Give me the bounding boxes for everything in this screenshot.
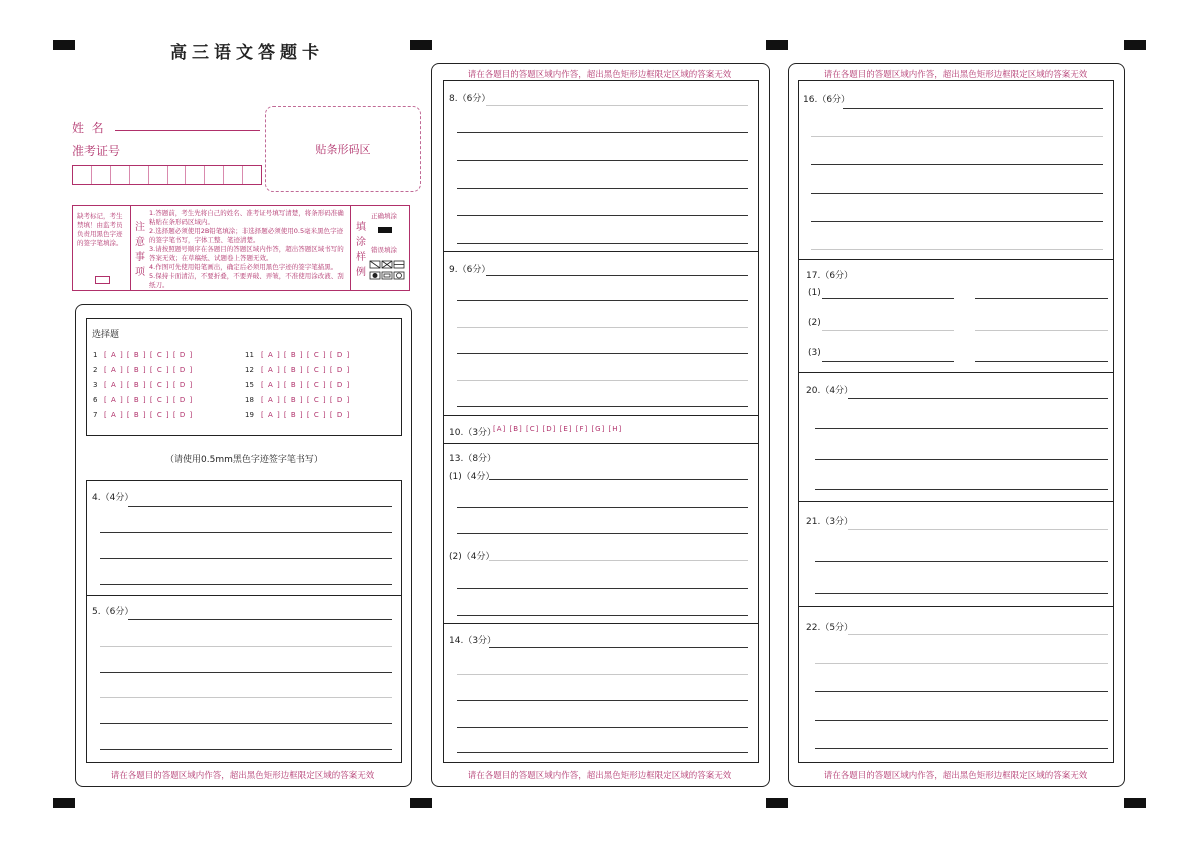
answer-line[interactable]	[975, 298, 1108, 299]
alignment-mark	[1124, 798, 1146, 808]
answer-line[interactable]	[100, 646, 392, 647]
answer-line[interactable]	[815, 720, 1108, 721]
answer-line[interactable]	[815, 593, 1108, 594]
choice-number: 1	[93, 351, 98, 359]
answer-line[interactable]	[457, 507, 748, 508]
choice-number: 11	[245, 351, 254, 359]
answer-line[interactable]	[100, 749, 392, 750]
answer-line[interactable]	[848, 634, 1108, 635]
answer-line[interactable]	[815, 428, 1108, 429]
question-20-label: 20.（4分）	[806, 386, 854, 396]
answer-line[interactable]	[457, 300, 748, 301]
question-17-2-label: (2)	[808, 318, 821, 328]
question-21-label: 21.（3分）	[806, 517, 854, 527]
answer-line[interactable]	[100, 558, 392, 559]
pen-note: （请使用0.5mm黑色字迹签字笔书写）	[165, 455, 323, 465]
choice-options[interactable]: [ A ] [ B ] [ C ] [ D ]	[261, 396, 351, 404]
choice-number: 6	[93, 396, 98, 404]
question-17-1-label: (1)	[808, 288, 821, 298]
answer-box-column-2	[443, 80, 759, 763]
barcode-label: 贴条形码区	[315, 143, 371, 156]
choice-options[interactable]: [ A ] [ B ] [ C ] [ D ]	[104, 411, 194, 419]
answer-line[interactable]	[457, 727, 748, 728]
notice-items	[149, 209, 347, 290]
choice-number: 15	[245, 381, 254, 389]
answer-line[interactable]	[457, 353, 748, 354]
choice-number: 12	[245, 366, 254, 374]
question-22-label: 22.（5分）	[806, 623, 854, 633]
answer-line[interactable]	[489, 479, 748, 480]
answer-line[interactable]	[848, 529, 1108, 530]
answer-line[interactable]	[457, 674, 748, 675]
wrong-fill-label: 错误填涂	[371, 246, 397, 254]
answer-line[interactable]	[815, 489, 1108, 490]
answer-line[interactable]	[811, 221, 1103, 222]
answer-line[interactable]	[457, 188, 748, 189]
correct-fill-sample	[378, 227, 392, 233]
answer-line[interactable]	[100, 584, 392, 585]
answer-box-column-3	[798, 80, 1114, 763]
question-17-label: 17.（6分）	[806, 271, 854, 281]
alignment-mark	[1124, 40, 1146, 50]
question-4-label: 4.（4分）	[92, 493, 134, 503]
answer-line[interactable]	[457, 752, 748, 753]
answer-line[interactable]	[815, 459, 1108, 460]
choice-options[interactable]: [ A ] [ B ] [ C ] [ D ]	[261, 381, 351, 389]
notice-item: 5.保持卡面清洁，不要折叠，不要弄破、弄皱，不准使用涂改液、刮纸刀。	[149, 272, 344, 289]
answer-line[interactable]	[457, 406, 748, 407]
wrong-fill-samples-icon	[369, 260, 407, 282]
answer-line[interactable]	[811, 249, 1103, 250]
choice-options[interactable]: [ A ] [ B ] [ C ] [ D ]	[104, 351, 194, 359]
answer-line[interactable]	[489, 560, 748, 561]
question-16-label: 16.（6分）	[803, 95, 851, 105]
answer-box-4-5	[86, 480, 402, 763]
answer-line[interactable]	[811, 136, 1103, 137]
alignment-mark	[410, 798, 432, 808]
answer-line[interactable]	[100, 532, 392, 533]
choice-options[interactable]: [ A ] [ B ] [ C ] [ D ]	[104, 366, 194, 374]
alignment-mark	[766, 40, 788, 50]
correct-fill-label: 正确填涂	[371, 212, 397, 220]
page-title: 高三语文答题卡	[170, 43, 324, 63]
answer-line[interactable]	[100, 697, 392, 698]
notice-item: 4.作图可先使用铅笔画出，确定后必须用黑色字迹的签字笔描黑。	[149, 263, 338, 271]
question-13-2-label: (2)（4分）	[449, 552, 495, 562]
answer-line[interactable]	[100, 723, 392, 724]
answer-line[interactable]	[457, 380, 748, 381]
choice-options[interactable]: [ A ] [ B ] [ C ] [ D ]	[261, 351, 351, 359]
answer-line[interactable]	[457, 160, 748, 161]
header-notice: 请在各题目的答题区域内作答，超出黑色矩形边框限定区域的答案无效	[823, 70, 1088, 80]
choice-heading: 选择题	[92, 330, 120, 340]
question-10-label: 10.（3分）	[449, 428, 497, 438]
choice-number: 7	[93, 411, 98, 419]
answer-line[interactable]	[457, 533, 748, 534]
barcode-area	[265, 106, 421, 192]
question-17-3-label: (3)	[808, 348, 821, 358]
alignment-mark	[766, 798, 788, 808]
answer-line[interactable]	[822, 298, 954, 299]
fill-example-heading: 填涂样例	[356, 222, 366, 278]
choice-options[interactable]: [ A ] [ B ] [ C ] [ D ]	[261, 411, 351, 419]
question-8-label: 8.（6分）	[449, 94, 491, 104]
answer-line[interactable]	[848, 398, 1108, 399]
exam-id-label: 准考证号	[72, 144, 121, 158]
answer-line[interactable]	[975, 330, 1108, 331]
choice-options[interactable]: [ A ] [ B ] [ C ] [ D ]	[261, 366, 351, 374]
question-14-label: 14.（3分）	[449, 636, 497, 646]
answer-line[interactable]	[822, 330, 954, 331]
notice-item: 2.选择题必须使用2B铅笔填涂；非选择题必须使用0.5毫米黑色字迹的签字笔书写，字体工整、笔迹清楚。	[149, 227, 344, 244]
answer-line[interactable]	[457, 615, 748, 616]
answer-line[interactable]	[128, 506, 392, 507]
absent-mark-box[interactable]	[95, 276, 110, 284]
choice-number: 18	[245, 396, 254, 404]
alignment-mark	[53, 40, 75, 50]
answer-line[interactable]	[457, 215, 748, 216]
answer-line[interactable]	[457, 243, 748, 244]
notice-heading: 注意事项	[135, 222, 145, 278]
answer-line[interactable]	[100, 672, 392, 673]
answer-line[interactable]	[815, 663, 1108, 664]
answer-line[interactable]	[815, 561, 1108, 562]
question-5-label: 5.（6分）	[92, 607, 134, 617]
choice-number: 3	[93, 381, 98, 389]
answer-line[interactable]	[486, 105, 748, 106]
notice-item: 1.答题前，考生先将自己的姓名、准考证号填写清楚，将条形码准确粘贴在条形码区域内。	[149, 209, 344, 226]
answer-line[interactable]	[843, 108, 1103, 109]
notice-item: 3.请按照题号顺序在各题目的答题区域内作答，超出答题区域书写的答案无效；在草稿纸、试题卷上答题无效。	[149, 245, 344, 262]
footer-notice: 请在各题目的答题区域内作答，超出黑色矩形边框限定区域的答案无效	[823, 771, 1088, 781]
answer-line[interactable]	[975, 361, 1108, 362]
alignment-mark	[53, 798, 75, 808]
answer-line[interactable]	[815, 691, 1108, 692]
header-notice: 请在各题目的答题区域内作答，超出黑色矩形边框限定区域的答案无效	[467, 70, 732, 80]
question-13-label: 13.（8分）	[449, 454, 497, 464]
question-13-1-label: (1)（4分）	[449, 472, 495, 482]
choice-number: 19	[245, 411, 254, 419]
footer-notice: 请在各题目的答题区域内作答，超出黑色矩形边框限定区域的答案无效	[110, 771, 375, 781]
exam-id-grid[interactable]	[72, 165, 262, 185]
answer-line[interactable]	[811, 193, 1103, 194]
answer-line[interactable]	[815, 748, 1108, 749]
answer-line[interactable]	[486, 275, 748, 276]
choice-options[interactable]: [ A ] [ B ] [ C ] [ D ]	[104, 381, 194, 389]
answer-line[interactable]	[822, 361, 954, 362]
answer-line[interactable]	[128, 619, 392, 620]
answer-line[interactable]	[457, 700, 748, 701]
answer-line[interactable]	[457, 588, 748, 589]
choice-options[interactable]: [ A ] [ B ] [ C ] [ D ]	[104, 396, 194, 404]
absent-mark-text: 缺考标记，考生禁填！由监考员负责用黑色字迹的签字笔填涂。	[77, 212, 123, 247]
choice-number: 2	[93, 366, 98, 374]
question-10-options[interactable]: [A] [B] [C] [D] [E] [F] [G] [H]	[493, 425, 623, 433]
name-label: 姓 名	[72, 121, 104, 135]
footer-notice: 请在各题目的答题区域内作答，超出黑色矩形边框限定区域的答案无效	[467, 771, 732, 781]
answer-line[interactable]	[811, 164, 1103, 165]
question-9-label: 9.（6分）	[449, 265, 491, 275]
notice-box	[72, 205, 410, 291]
name-field[interactable]	[115, 130, 260, 131]
answer-line[interactable]	[457, 327, 748, 328]
answer-line[interactable]	[457, 132, 748, 133]
alignment-mark	[410, 40, 432, 50]
answer-line[interactable]	[489, 647, 748, 648]
